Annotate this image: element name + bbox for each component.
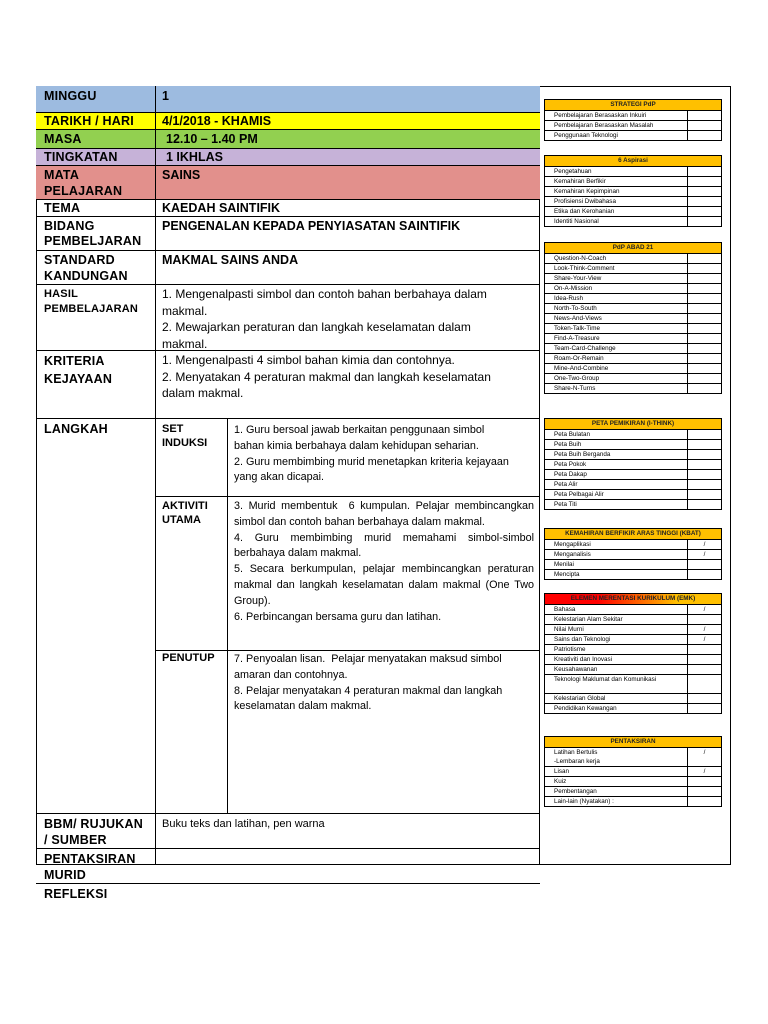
sidebar-6-aspirasi	[544, 155, 722, 227]
sidebar-row-label: Lain-lain (Nyatakan) :	[554, 798, 614, 805]
row-bidang	[36, 217, 540, 251]
value-tarikh: 4/1/2018 - KHAMIS	[162, 114, 272, 128]
sidebar-row-checkbox[interactable]	[687, 344, 721, 353]
sidebar-pentaksiran-items	[545, 748, 721, 806]
sidebar-row-label: Look-Think-Comment	[554, 265, 615, 272]
label-aktiviti: AKTIVITI	[162, 500, 208, 512]
sidebar-row-checkbox[interactable]	[687, 570, 721, 579]
sidebar-row	[545, 694, 721, 704]
row-standard	[36, 251, 540, 285]
row-hasil	[36, 285, 540, 351]
label-tarikh: TARIKH / HARI	[44, 114, 134, 128]
sidebar-row-label: Sains dan Teknologi	[554, 636, 611, 643]
sidebar-row-label: Profisiensi Dwibahasa	[554, 198, 616, 205]
sidebar-row-label: Token-Talk-Time	[554, 325, 600, 332]
text-set-induksi: 1. Guru bersoal jawab berkaitan penggunaan simbol bahan kimia berbahaya dalam kehidupan seharian. 2. Guru membimbing murid menetapkan kriteria kejayaan yang akan dicapai.	[234, 424, 509, 484]
sidebar-row-label: Menganalisis	[554, 551, 591, 558]
sidebar-row-label: On-A-Mission	[554, 285, 593, 292]
sidebar-row	[545, 500, 721, 509]
sidebar-row	[545, 450, 721, 460]
label-utama: UTAMA	[162, 514, 201, 526]
row-tarikh	[36, 113, 540, 130]
sidebar-row-label: Teknologi Maklumat dan Komunikasi	[554, 676, 657, 683]
label-kandungan: KANDUNGAN	[44, 269, 128, 283]
value-hasil: 1. Mengenalpasti simbol dan contoh bahan berbahaya dalam makmal. 2. Mewajarkan peraturan dan langkah keselamatan dalam makmal.	[162, 287, 487, 351]
sidebar-row	[545, 570, 721, 579]
sidebar-row-label: Share-N-Turns	[554, 385, 596, 392]
sidebar-row-checkbox[interactable]	[687, 694, 721, 703]
sidebar-row	[545, 777, 721, 787]
sidebar-row	[545, 615, 721, 625]
sidebar-row	[545, 748, 721, 767]
sidebar-row	[545, 460, 721, 470]
sidebar-row-checkbox[interactable]	[687, 254, 721, 263]
sidebar-emk	[544, 593, 722, 714]
sidebar-row	[545, 131, 721, 140]
sidebar-row-checkbox[interactable]	[687, 167, 721, 176]
sidebar-row-checkbox[interactable]	[687, 675, 721, 693]
sidebar-row-label: Peta Pokok	[554, 461, 587, 468]
sidebar-strategi-pdp	[544, 99, 722, 141]
sidebar-row-checkbox[interactable]: /	[687, 550, 721, 559]
sidebar-row-label: Mencipta	[554, 571, 580, 578]
sidebar-row-checkbox[interactable]	[687, 777, 721, 786]
sidebar-row-label: Lisan	[554, 768, 570, 775]
sidebar-row-label: Pendidikan Kewangan	[554, 705, 617, 712]
label-pembeljaran: PEMBELJARAN	[44, 234, 142, 248]
sidebar-row-checkbox[interactable]	[687, 440, 721, 449]
sidebar-row-label: Peta Dakap	[554, 471, 587, 478]
sidebar-row	[545, 675, 721, 694]
sidebar-row-label: News-And-Views	[554, 315, 602, 322]
sidebar-row-checkbox[interactable]	[687, 314, 721, 323]
sidebar-row-checkbox[interactable]: /	[687, 767, 721, 776]
label-column-divider	[155, 86, 156, 865]
sidebar-row-checkbox[interactable]	[687, 374, 721, 383]
sidebar-row	[545, 645, 721, 655]
sidebar-row-label: Latihan Bertulis -Lembaran kerja	[554, 749, 600, 765]
sidebar-row-checkbox[interactable]	[687, 655, 721, 664]
label-bbm: BBM/ RUJUKAN	[44, 817, 143, 831]
label-kriteria: KRITERIA	[44, 354, 105, 368]
sidebar-row-checkbox[interactable]	[687, 797, 721, 806]
sidebar-peta-pemikiran	[544, 418, 722, 510]
sidebar-strategi-title: STRATEGI PdP	[545, 100, 721, 111]
label-set: SET	[162, 423, 184, 435]
sidebar-row	[545, 177, 721, 187]
value-standard: MAKMAL SAINS ANDA	[162, 253, 299, 267]
sidebar-row-checkbox[interactable]	[687, 787, 721, 796]
sidebar-row-label: Peta Buih	[554, 441, 582, 448]
sidebar-row	[545, 354, 721, 364]
sidebar-row	[545, 294, 721, 304]
sidebar-row-label: Kreativiti dan Inovasi	[554, 656, 613, 663]
sidebar-row-label: Peta Titi	[554, 501, 577, 508]
row-masa	[36, 130, 540, 149]
sidebar-row-label: Peta Alir	[554, 481, 578, 488]
sidebar-row-label: Kemahiran Berfikir	[554, 178, 606, 185]
sidebar-row-checkbox[interactable]: /	[687, 540, 721, 549]
label-standard: STANDARD	[44, 253, 115, 267]
row-pentaksiran-murid	[36, 849, 540, 884]
sidebar-row-checkbox[interactable]	[687, 490, 721, 499]
row-langkah	[36, 419, 540, 814]
sidebar-row	[545, 344, 721, 354]
text-aktiviti-utama-content: 3. Murid membentuk 6 kumpulan. Pelajar membincangkan simbol dan contoh bahan berbahaya dalam makmal. 4. Guru membimbing murid memahami simbol-simbol berbahaya dalam makmal. 5. Secara berkumpulan, pelajar membincangkan peraturan makmal dan langkah keselamatan dalam makmal (One Two Group). 6. Perbincangan bersama guru dan latihan.	[234, 500, 534, 623]
sidebar-row-checkbox[interactable]	[687, 304, 721, 313]
sidebar-emk-items	[545, 605, 721, 713]
sidebar-row-label: Kelestarian Alam Sekitar	[554, 616, 623, 623]
sidebar-row	[545, 665, 721, 675]
sidebar-row	[545, 540, 721, 550]
sidebar-row	[545, 787, 721, 797]
sidebar-row-checkbox[interactable]	[687, 121, 721, 130]
value-tingkatan: 1 IKHLAS	[166, 150, 223, 164]
sidebar-row	[545, 121, 721, 131]
label-tema: TEMA	[44, 201, 81, 215]
value-minggu: 1	[162, 89, 169, 103]
label-induksi: INDUKSI	[162, 437, 208, 449]
sidebar-row-label: Peta Bulatan	[554, 431, 591, 438]
sidebar-pentaksiran	[544, 736, 722, 807]
sidebar-abad21-title: PdP ABAD 21	[545, 243, 721, 254]
label-tingkatan: TINGKATAN	[44, 150, 118, 164]
label-pelajaran: PELAJARAN	[44, 184, 123, 198]
label-mata: MATA	[44, 168, 80, 182]
sidebar-aspirasi-items	[545, 167, 721, 226]
sidebar-row-label: Mengaplikasi	[554, 541, 591, 548]
value-bbm: Buku teks dan latihan, pen warna	[162, 818, 325, 830]
sidebar-row-label: Pengetahuan	[554, 168, 592, 175]
sidebar-row-label: Keusahawanan	[554, 666, 598, 673]
label-langkah: LANGKAH	[44, 422, 108, 436]
sidebar-row	[545, 470, 721, 480]
sidebar-row-checkbox[interactable]	[687, 354, 721, 363]
row-kriteria	[36, 351, 540, 419]
sidebar-row-checkbox[interactable]: /	[687, 605, 721, 614]
sidebar-row-checkbox[interactable]	[687, 284, 721, 293]
sidebar-row-label: Share-Your-View	[554, 275, 602, 282]
sidebar-row	[545, 167, 721, 177]
sidebar-row-label: Pembentangan	[554, 788, 597, 795]
row-minggu	[36, 86, 540, 113]
sidebar-row-label: Roam-Or-Remain	[554, 355, 604, 362]
sidebar-row-label: Mine-And-Combine	[554, 365, 609, 372]
sidebar-row	[545, 217, 721, 226]
langkah-divider-2	[155, 650, 540, 651]
sidebar-row-checkbox[interactable]	[687, 217, 721, 226]
sidebar-row	[545, 550, 721, 560]
sidebar-row	[545, 440, 721, 450]
sidebar-kbat-items	[545, 540, 721, 579]
sidebar-row	[545, 635, 721, 645]
sidebar-row-checkbox[interactable]	[687, 560, 721, 569]
sidebar-row-label: Peta Pelbagai Alir	[554, 491, 604, 498]
sidebar-row-label: Patriotisme	[554, 646, 586, 653]
sidebar-row	[545, 274, 721, 284]
sidebar-row-label: Kuiz	[554, 778, 567, 785]
sidebar-row	[545, 364, 721, 374]
sidebar-row-label: One-Two-Group	[554, 375, 600, 382]
sidebar-row-checkbox[interactable]	[687, 187, 721, 196]
sidebar-row-checkbox[interactable]	[687, 364, 721, 373]
sidebar-row	[545, 625, 721, 635]
sidebar-row-checkbox[interactable]	[687, 264, 721, 273]
sidebar-row-label: Peta Buih Berganda	[554, 451, 611, 458]
sidebar-row	[545, 384, 721, 393]
text-aktiviti-utama	[234, 499, 534, 625]
sidebar-row	[545, 480, 721, 490]
row-tingkatan	[36, 149, 540, 166]
sidebar-row-checkbox[interactable]	[687, 177, 721, 186]
sidebar-row	[545, 655, 721, 665]
sidebar-row	[545, 207, 721, 217]
sidebar-row	[545, 430, 721, 440]
sidebar-row-checkbox[interactable]	[687, 704, 721, 713]
sidebar-row	[545, 254, 721, 264]
text-penutup: 7. Penyoalan lisan. Pelajar menyatakan maksud simbol amaran dan contohnya. 8. Pelajar menyatakan 4 peraturan makmal dan langkah keselamatan dalam makmal.	[234, 653, 503, 713]
sidebar-row-checkbox[interactable]	[687, 470, 721, 479]
sidebar-row-label: Idea-Rush	[554, 295, 584, 302]
value-mata-pelajaran: SAINS	[162, 168, 201, 182]
sidebar-row	[545, 264, 721, 274]
sidebar-row-checkbox[interactable]	[687, 460, 721, 469]
sidebar-row-checkbox[interactable]	[687, 384, 721, 393]
sidebar-row-label: Team-Card-Challenge	[554, 345, 616, 352]
sidebar-row-label: Bahasa	[554, 606, 576, 613]
sidebar-row-checkbox[interactable]	[687, 274, 721, 283]
sidebar-row	[545, 797, 721, 806]
sidebar-row	[545, 314, 721, 324]
label-pembelajaran: PEMBELAJARAN	[44, 303, 139, 315]
sidebar-ithink-items	[545, 430, 721, 509]
sidebar-row	[545, 197, 721, 207]
sidebar-row	[545, 187, 721, 197]
sidebar-strategi-items	[545, 111, 721, 140]
label-bidang: BIDANG	[44, 219, 95, 233]
sidebar-row-label: Menilai	[554, 561, 574, 568]
row-tema	[36, 200, 540, 217]
sidebar-row-checkbox[interactable]	[687, 615, 721, 624]
sidebar-row	[545, 374, 721, 384]
sidebar-kbat	[544, 528, 722, 580]
row-mata-pelajaran	[36, 166, 540, 200]
sidebar-row-label: Nilai Murni	[554, 626, 584, 633]
label-refleksi: REFLEKSI	[44, 887, 108, 901]
label-masa: MASA	[44, 132, 82, 146]
sidebar-row	[545, 324, 721, 334]
sidebar-row-checkbox[interactable]	[687, 430, 721, 439]
sidebar-row	[545, 605, 721, 615]
sidebar-row-label: Penggunaan Teknologi	[554, 132, 618, 139]
sidebar-row-checkbox[interactable]	[687, 111, 721, 120]
sidebar-row-checkbox[interactable]	[687, 294, 721, 303]
label-pentaksiran: PENTAKSIRAN	[44, 852, 136, 866]
sidebar-abad21-items	[545, 254, 721, 393]
label-murid: MURID	[44, 868, 86, 882]
sidebar-ithink-title: PETA PEMIKIRAN (I-THINK)	[545, 419, 721, 430]
sidebar-row-checkbox[interactable]: /	[687, 635, 721, 644]
sidebar-row-label: Identiti Nasional	[554, 218, 599, 225]
sidebar-row	[545, 111, 721, 121]
sidebar-row	[545, 490, 721, 500]
langkah-divider-1	[155, 496, 540, 497]
sidebar-row-label: Kelestarian Global	[554, 695, 606, 702]
sidebar-kbat-title: KEMAHIRAN BERFIKIR ARAS TINGGI (KBAT)	[545, 529, 721, 540]
sidebar-aspirasi-title: 6 Aspirasi	[545, 156, 721, 167]
sidebar-row-checkbox[interactable]	[687, 480, 721, 489]
row-bbm	[36, 814, 540, 849]
sidebar-pentaksiran-title: PENTAKSIRAN	[545, 737, 721, 748]
langkah-sublabel-divider	[227, 419, 228, 814]
sidebar-emk-title: ELEMEN MERENTASI KURIKULUM (EMK)	[545, 594, 721, 605]
sidebar-row-checkbox[interactable]	[687, 665, 721, 674]
label-kejayaan: KEJAYAAN	[44, 372, 113, 386]
sidebar-row	[545, 304, 721, 314]
sidebar-row	[545, 704, 721, 713]
value-tema: KAEDAH SAINTIFIK	[162, 201, 281, 215]
value-kriteria: 1. Mengenalpasti 4 simbol bahan kimia dan contohnya. 2. Menyatakan 4 peraturan makmal dan langkah keselamatan dalam makmal.	[162, 353, 491, 400]
row-refleksi	[36, 884, 540, 950]
sidebar-row-checkbox[interactable]	[687, 131, 721, 140]
sidebar-row-checkbox[interactable]	[687, 207, 721, 216]
sidebar-row-checkbox[interactable]	[687, 324, 721, 333]
label-minggu: MINGGU	[44, 89, 97, 103]
sidebar-row-label: North-To-South	[554, 305, 597, 312]
sidebar-row-checkbox[interactable]	[687, 500, 721, 509]
sidebar-row-label: Kemahiran Kepimpinan	[554, 188, 620, 195]
sidebar-row-label: Pembelajaran Berasaskan Masalah	[554, 122, 654, 129]
sidebar-row-checkbox[interactable]	[687, 450, 721, 459]
sidebar-row-checkbox[interactable]	[687, 645, 721, 654]
sidebar-row	[545, 284, 721, 294]
sidebar-row-checkbox[interactable]: /	[687, 748, 721, 766]
label-hasil: HASIL	[44, 288, 78, 300]
value-bidang: PENGENALAN KEPADA PENYIASATAN SAINTIFIK	[162, 219, 461, 233]
sidebar-row	[545, 560, 721, 570]
sidebar-row-label: Question-N-Coach	[554, 255, 607, 262]
sidebar-row-checkbox[interactable]	[687, 197, 721, 206]
sidebar-row-label: Etika dan Kerohanian	[554, 208, 615, 215]
label-penutup: PENUTUP	[162, 652, 215, 664]
sidebar-row	[545, 334, 721, 344]
sidebar-row-checkbox[interactable]	[687, 334, 721, 343]
value-masa: 12.10 – 1.40 PM	[166, 132, 258, 146]
sidebar-row-checkbox[interactable]: /	[687, 625, 721, 634]
sidebar-pdp-abad-21	[544, 242, 722, 394]
sidebar-row-label: Find-A-Treasure	[554, 335, 600, 342]
sidebar-row	[545, 767, 721, 777]
label-sumber: / SUMBER	[44, 833, 107, 847]
sidebar-row-label: Pembelajaran Berasaskan Inkuiri	[554, 112, 647, 119]
